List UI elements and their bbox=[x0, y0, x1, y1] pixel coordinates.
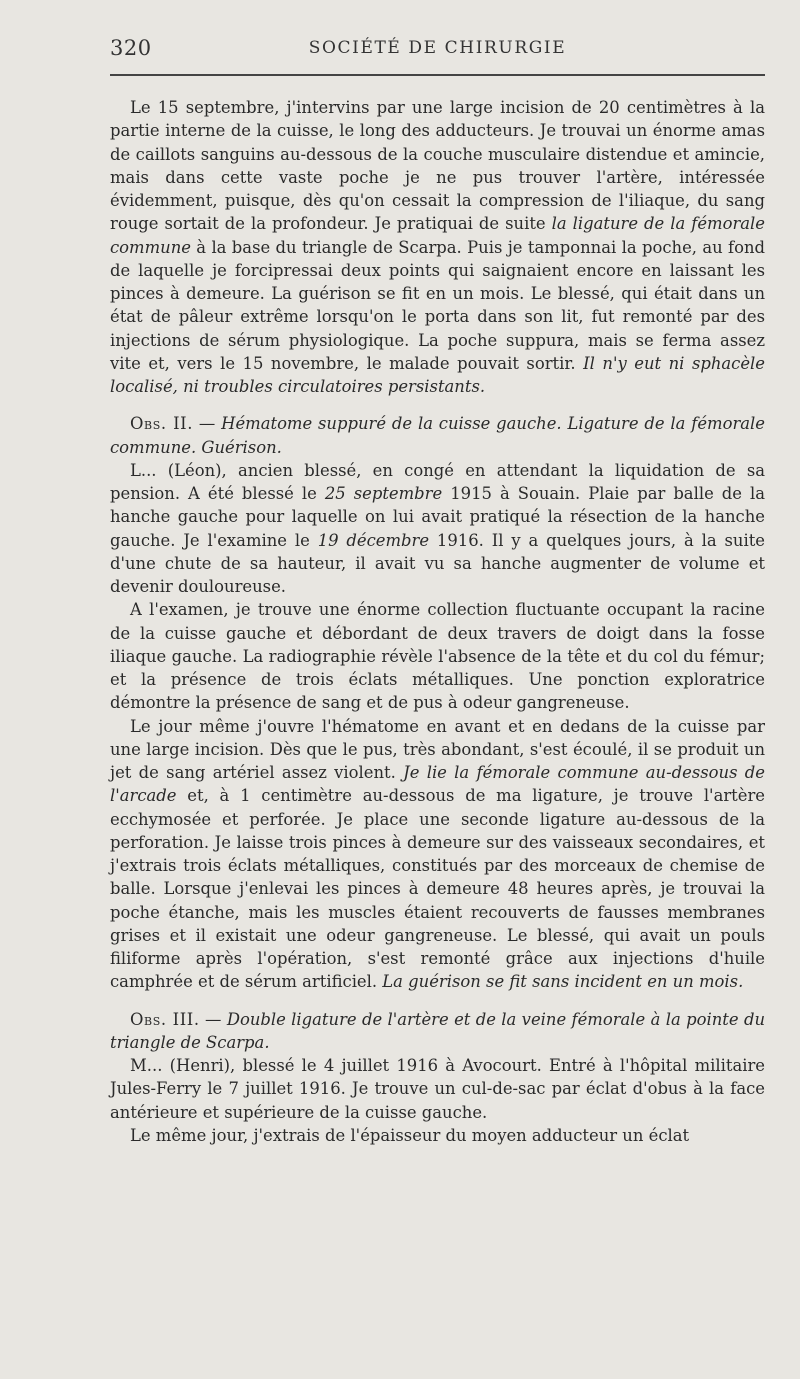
observation-label: Obs. II. bbox=[130, 414, 194, 434]
italic-emphasis: la ligature de la fémorale commune bbox=[110, 214, 765, 257]
paragraph-text: 1916. Il y a quelques jours, à la suite d'une chute de sa hauteur, il avait vu sa hanche augmenter de volume et devenir douloureuse. bbox=[110, 530, 765, 596]
observation-heading bbox=[110, 412, 765, 459]
paragraph-text: M... (Henri), blessé le 4 juillet 1916 à Avocourt. Entré à l'hôpital militaire Jules-Ferry le 7 juillet 1916. Je trouve un cul-de-sac par éclat d'obus à la face antérieure et supérieure de la cuisse gauche. bbox=[110, 1056, 765, 1122]
italic-emphasis: La guérison se fit sans incident en un mois. bbox=[382, 972, 744, 992]
observation-title: Double ligature de l'artère et de la veine fémorale à la pointe du triangle de Scarpa. bbox=[110, 1009, 765, 1052]
paragraph-text: et, à 1 centimètre au-dessous de ma ligature, je trouve l'artère ecchymosée et perforée. Je place une seconde ligature au-dessous de la perforation. Je laisse trois pinces à demeure sur des vaisseaux secondaires, et j'extrais trois éclats métalliques, constitués par des morceaux de chemise de balle. Lorsque j'enlevai les pinces à demeure 48 heures après, je trouvai la poche étanche, mais les muscles étaient recouverts de fausses membranes grises et il existait une odeur gangreneuse. Le blessé, qui avait un pouls filiforme après l'opération, s'est remonté grâce aux injections d'huile camphrée et de sérum artificiel. bbox=[110, 786, 765, 992]
italic-date: 25 septembre bbox=[324, 484, 443, 503]
paragraph-case-continuation bbox=[110, 96, 765, 398]
paragraph-patient-history bbox=[110, 1054, 765, 1124]
paragraph-text: Le jour même j'ouvre l'hématome en avant et en dedans de la cuisse par une large incision. Dès que le pus, très abondant, s'est écoulé, il se produit un jet de sang artériel assez violent. bbox=[110, 716, 765, 782]
italic-date: 19 décembre bbox=[317, 530, 430, 550]
paragraph-operation bbox=[110, 715, 765, 994]
body-text bbox=[110, 96, 765, 1147]
paragraph-text: A l'examen, je trouve une énorme collection fluctuante occupant la racine de la cuisse gauche et débordant de deux travers de doigt dans la fosse iliaque gauche. La radiographie révèle l'absence de la tête et du col du fémur; et la présence de trois éclats métalliques. Une ponction exploratrice démontre la présence de sang et de pus à odeur gangreneuse. bbox=[110, 600, 765, 713]
page-number: 320 bbox=[110, 36, 152, 60]
paragraph-text: 1915 à Souain. Plaie par balle de la hanche gauche pour laquelle on lui avait pratiqué la résection de la hanche gauche. Je l'examine le bbox=[110, 484, 766, 550]
paragraph-text: Le même jour, j'extrais de l'épaisseur du moyen adducteur un éclat bbox=[130, 1125, 690, 1145]
observation-title: Hématome suppuré de la cuisse gauche. Ligature de la fémorale commune. Guérison. bbox=[110, 414, 766, 457]
running-title: SOCIÉTÉ DE CHIRURGIE bbox=[308, 38, 567, 58]
paragraph-text: L... (Léon), ancien blessé, en congé en attendant la liquidation de sa pension. A été blessé le bbox=[110, 460, 765, 503]
paragraph-examination bbox=[110, 598, 765, 714]
page-header bbox=[110, 30, 765, 70]
paragraph-continuation bbox=[110, 1124, 765, 1147]
heading-dash: — bbox=[199, 1009, 227, 1029]
observation-label: Obs. III. bbox=[130, 1009, 200, 1029]
italic-emphasis: Je lie la fémorale commune au-dessous de l'arcade bbox=[110, 763, 765, 806]
observation-heading bbox=[110, 1008, 765, 1055]
paragraph-patient-history bbox=[110, 459, 765, 599]
heading-dash: — bbox=[193, 414, 222, 434]
paragraph-text: Le 15 septembre, j'intervins par une large incision de 20 centimètres à la partie interne de la cuisse, le long des adducteurs. Je trouvai un énorme amas de caillots sanguins au-dessous de la couche musculaire distendue et amincie, mais dans cette vaste poche je ne pus trouver l'artère, intéressée évidemment, puisque, dès qu'on cessait la compression de l'iliaque, du sang rouge sortait de la profondeur. Je pratiquai de suite bbox=[110, 98, 765, 234]
paragraph-text: à la base du triangle de Scarpa. Puis je tamponnai la poche, au fond de laquelle je forcipressai deux points qui saignaient encore en laissant les pinces à demeure. La guérison se fit en un mois. Le blessé, qui était dans un état de pâleur extrême lorsqu'on le porta dans son lit, fut remonté par des injections de sérum physiologique. La poche suppura, mais se ferma assez vite et, vers le 15 novembre, le malade pouvait sortir. bbox=[110, 237, 765, 373]
header-rule bbox=[110, 74, 765, 76]
italic-emphasis: Il n'y eut ni sphacèle localisé, ni troubles circulatoires persistants. bbox=[110, 353, 765, 396]
